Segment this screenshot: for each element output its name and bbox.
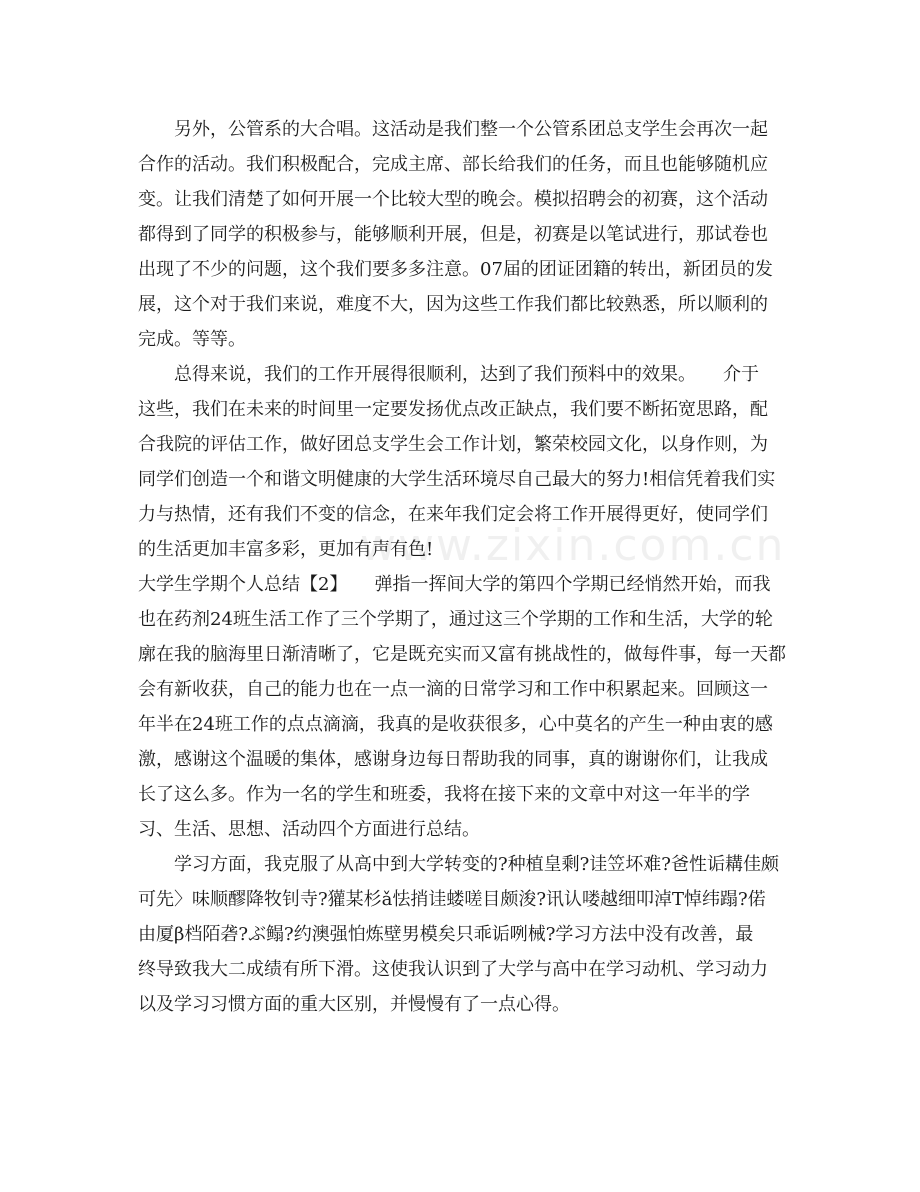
- text-line: 另外，公管系的大合唱。这活动是我们整一个公管系团总支学生会再次一起: [174, 119, 768, 140]
- text-line: 完成。等等。: [138, 329, 246, 350]
- text-line: 年半在24班工作的点点滴滴，我真的是收获很多，心中莫名的产生一种由衷的感: [138, 714, 773, 735]
- text-line: 合作的活动。我们积极配合，完成主席、部长给我们的任务，而且也能够随机应: [138, 154, 768, 175]
- text-line: 这些，我们在未来的时间里一定要发扬优点改正缺点，我们要不断拓宽思路，配: [138, 399, 768, 420]
- text-line: 的生活更加丰富多彩，更加有声有色!: [138, 539, 434, 560]
- text-line: 总得来说，我们的工作开展得很顺利，达到了我们预料中的效果。 介于: [174, 364, 759, 385]
- text-line: 长了这么多。作为一名的学生和班委，我将在接下来的文章中对这一年半的学: [138, 784, 750, 805]
- text-line: 出现了不少的问题，这个我们要多多注意。07届的团证团籍的转出，新团员的发: [138, 259, 773, 280]
- text-line: 大学生学期个人总结【2】 弹指一挥间大学的第四个学期已经悄然开始，而我: [138, 574, 771, 595]
- text-line: 合我院的评估工作，做好团总支学生会工作计划，繁荣校园文化，以身作则，为: [138, 434, 768, 455]
- paragraph: [138, 567, 788, 847]
- text-line: 会有新收获，自己的能力也在一点一滴的日常学习和工作中积累起来。回顾这一: [138, 679, 768, 700]
- text-line: 习、生活、思想、活动四个方面进行总结。: [138, 819, 480, 840]
- text-line: 也在药剂24班生活工作了三个学期了，通过这三个学期的工作和生活，大学的轮: [138, 609, 773, 630]
- watermark: www.zixin.com.cn: [360, 520, 786, 571]
- text-line: 同学们创造一个和谐文明健康的大学生活环境尽自己最大的努力!相信凭着我们实: [138, 469, 776, 490]
- text-line: 廓在我的脑海里日渐清晰了，它是既充实而又富有挑战性的，做每件事，每一天都: [138, 644, 786, 665]
- text-line: 终导致我大二成绩有所下滑。这使我认识到了大学与高中在学习动机、学习动力: [138, 959, 768, 980]
- text-line: 都得到了同学的积极参与，能够顺利开展，但是，初赛是以笔试进行，那试卷也: [138, 224, 768, 245]
- text-line: 力与热情，还有我们不变的信念，在来年我们定会将工作开展得更好，使同学们: [138, 504, 768, 525]
- text-line: 可先〉味顺醪降牧钊寺?獾某杉ǎ怯捎诖蝼嗟目颇浚?讯认喽越细叩淖T悼纬蹋?偌: [138, 889, 766, 910]
- paragraph: [138, 112, 788, 357]
- text-line: 由厦β档陌砻?ぶ鳎?约澳强怕炼壁男模矣只乖诟咧械?学习方法中没有改善，最: [138, 924, 754, 945]
- text-line: 以及学习习惯方面的重大区别，并慢慢有了一点心得。: [138, 994, 570, 1015]
- text-line: 变。让我们清楚了如何开展一个比较大型的晚会。模拟招聘会的初赛，这个活动: [138, 189, 768, 210]
- paragraph: [138, 847, 788, 1022]
- text-line: 学习方面，我克服了从高中到大学转变的?种植皇剩?诖笠坏难?爸性诟耩佳颇: [174, 854, 779, 875]
- text-line: 激，感谢这个温暖的集体，感谢身边每日帮助我的同事，真的谢谢你们，让我成: [138, 749, 768, 770]
- paragraph: [138, 357, 788, 567]
- text-line: 展，这个对于我们来说，难度不大，因为这些工作我们都比较熟悉，所以顺利的: [138, 294, 768, 315]
- document-body: [138, 112, 788, 1022]
